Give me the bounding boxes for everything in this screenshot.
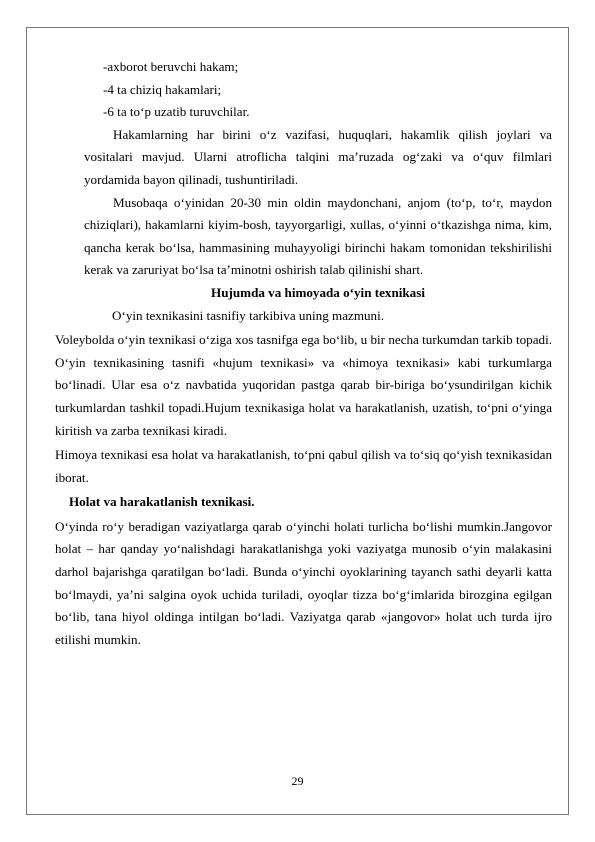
- list-item: -6 ta to‘p uzatib turuvchilar.: [103, 104, 250, 120]
- page-number: 29: [291, 774, 304, 788]
- document-body: [55, 56, 552, 651]
- list-item: -4 ta chiziq hakamlari;: [103, 81, 222, 97]
- paragraph-defense-technique: Himoya texnikasi esa holat va harakatlanish, to‘pni qabul qilish va to‘siq qo‘yish texnikasidan iborat.: [55, 447, 552, 485]
- list-item: -axborot beruvchi hakam;: [103, 59, 239, 74]
- paragraph-referee-duties: Hakamlarning har birini o‘z vazifasi, huquqlari, hakamlik qilish joylari va vositalari mavjud. Ularni atroflicha talqini ma’ruzada og‘zaki va o‘quv filmlari yordamida bayon qilinadi, tushuntiriladi.: [84, 126, 552, 187]
- paragraph-stance-movement: O‘yinda ro‘y beradigan vaziyatlarga qarab o‘yinchi holati turlicha bo‘lishi mumkin.Jangovor holat – har qanday yo‘nalishdagi harakatlanishga yoki vaziyatga munosib o‘yin malakasini darhol bajarishga qaratilgan bo‘ladi. Bunda o‘yinchi oyoklarining tayanch sathi deyarli katta bo‘lmaydi, ya’ni salgina oyok uchida turiladi, oyoqlar tizza bo‘g‘imlarida birozgina egilgan bo‘lib, tana hiyol oldinga intilgan bo‘ladi. Vaziyatga qarab «jangovor» holat uch turda ijro etilishi mumkin.: [55, 518, 552, 647]
- subsection-heading: Holat va harakatlanish texnikasi.: [69, 494, 255, 510]
- paragraph-technique-classification: Voleybolda o‘yin texnikasi o‘ziga xos tasnifga ega bo‘lib, u bir necha turkumdan tarkib topadi. O‘yin texnikasining tasnifi «hujum texnikasi» va «himoya texnikasi» kabi turkumlarga bo‘linadi. Ular esa o‘z navbatida yuqoridan pastga qarab bir-biriga bo‘ysundirilgan kichik turkumlardan tashkil topadi.Hujum texnikasiga holat va harakatlanish, uzatish, to‘pni o‘yinga kiritish va zarba texnikasi kiradi.: [55, 332, 552, 438]
- paragraph-pre-match-check: Musobaqa o‘yinidan 20-30 min oldin maydonchani, anjom (to‘p, to‘r, maydon chiziqlari), hakamlarni kiyim-bosh, tayyorgarligi, xullas, o‘yinni o‘tkazishga nima, kim, qancha kerak bo‘lsa, hammasining muhayyoligi birinchi hakam tomonidan tekshirilishi kerak va zaruriyat bo‘lsa ta’minotni oshirish talab qilinishi shart.: [84, 194, 552, 278]
- section-heading: Hujumda va himoyada o‘yin texnikasi: [211, 284, 425, 300]
- section-subtitle: O‘yin texnikasini tasnifiy tarkibiva uning mazmuni.: [112, 307, 385, 323]
